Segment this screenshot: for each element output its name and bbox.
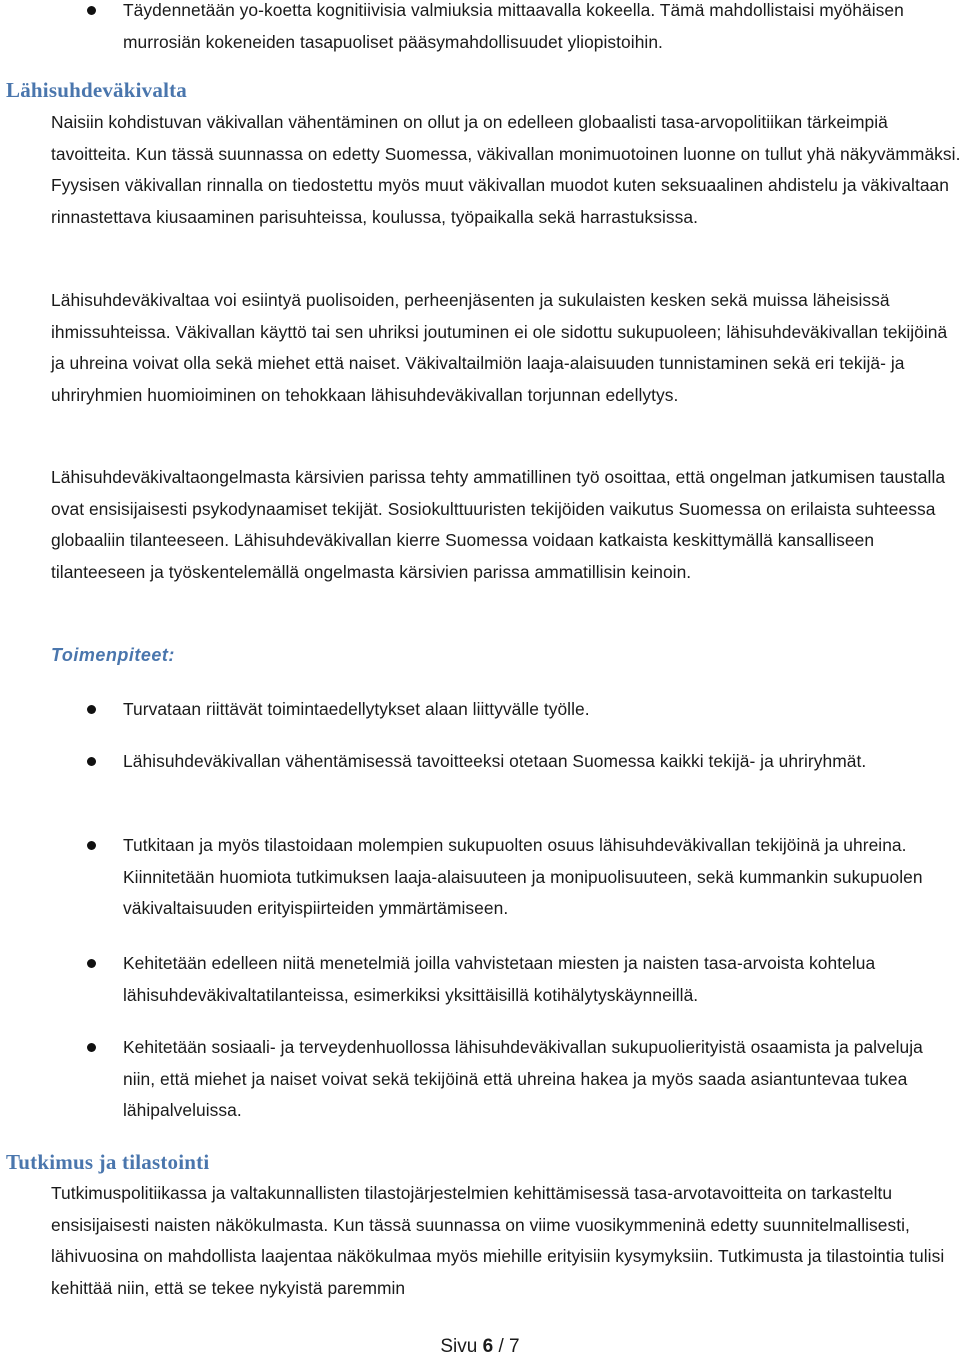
bullet-icon	[87, 6, 96, 15]
page-footer	[0, 1336, 960, 1358]
page-separator: /	[498, 1336, 504, 1357]
section-heading: Tutkimus ja tilastointi	[6, 1150, 210, 1174]
bullet-icon	[87, 841, 96, 850]
measures-title: Toimenpiteet:	[51, 645, 175, 665]
paragraph: Tutkimuspolitiikassa ja valtakunnallisten tilastojärjestelmien kehittämisessä tasa-arvotavoitteita on tarkasteltu ensisijaisesti naisten näkökulmasta. Kun tässä suunnassa on viime vuosikymmeninä edetty suunnitelmallisesti, lähivuosina on mahdollista laajentaa näkökulmaa myös miehille erityisiin kysymyksiin. Tutkimusta ja tilastointia tulisi kehittää niin, että se tekee nykyistä paremmin	[51, 1183, 945, 1298]
bullet-icon	[87, 1043, 96, 1052]
bullet-icon	[87, 705, 96, 714]
list-item-text: Turvataan riittävät toimintaedellytykset alaan liittyvälle työlle.	[123, 699, 590, 719]
list-item-text: Kehitetään sosiaali- ja terveydenhuollossa lähisuhdeväkivallan sukupuolierityistä osaamista ja palveluja niin, että miehet ja naiset voivat sekä tekijöinä että uhreina hakea ja myös saada asiantuntevaa tukea lähipalveluissa.	[123, 1037, 923, 1120]
page-label: Sivu	[440, 1336, 478, 1357]
current-page-number: 6	[482, 1336, 494, 1357]
bullet-icon	[87, 757, 96, 766]
paragraph: Lähisuhdeväkivaltaa voi esiintyä puolisoiden, perheenjäsenten ja sukulaisten kesken sekä muissa läheisissä ihmissuhteissa. Väkivallan käyttö tai sen uhriksi joutuminen ei ole sidottu sukupuoleen; lähisuhdeväkivallan tekijöinä ja uhreina voivat olla sekä miehet että naiset. Väkivaltailmiön laaja-alaisuuden tunnistaminen sekä eri tekijä- ja uhriryhmien huomioiminen on tehokkaan lähisuhdeväkivallan torjunnan edellytys.	[51, 290, 948, 405]
list-item-text: Kehitetään edelleen niitä menetelmiä joilla vahvistetaan miesten ja naisten tasa-arvoista kohtelua lähisuhdeväkivaltatilanteissa, esimerkiksi yksittäisillä kotihälytyskäynneillä.	[123, 953, 876, 1005]
bullet-icon	[87, 959, 96, 968]
list-item-text: Lähisuhdeväkivallan vähentämisessä tavoitteeksi otetaan Suomessa kaikki tekijä- ja uhriryhmät.	[123, 751, 867, 771]
list-item-text: Täydennetään yo-koetta kognitiivisia valmiuksia mittaavalla kokeella. Tämä mahdollistaisi myöhäisen murrosiän kokeneiden tasapuoliset pääsymahdollisuudet yliopistoihin.	[123, 0, 904, 52]
paragraph: Naisiin kohdistuvan väkivallan vähentäminen on ollut ja on edelleen globaalisti tasa-arvopolitiikan tärkeimpiä tavoitteita. Kun tässä suunnassa on edetty Suomessa, väkivallan monimuotoinen luonne on tullut yhä näkyvämmäksi. Fyysisen väkivallan rinnalla on tiedostettu myös muut väkivallan muodot kuten seksuaalinen ahdistelu ja väkivaltaan rinnastettava kiusaaminen parisuhteissa, koulussa, työpaikalla sekä harrastuksissa.	[51, 112, 960, 227]
list-item-text: Tutkitaan ja myös tilastoidaan molempien sukupuolten osuus lähisuhdeväkivallan tekijöinä ja uhreina. Kiinnitetään huomiota tutkimuksen laaja-alaisuuteen ja monipuolisuuteen, sekä kummankin sukupuolen väkivaltaisuuden erityispiirteiden ymmärtämiseen.	[123, 835, 923, 918]
total-pages: 7	[509, 1336, 520, 1357]
section-heading: Lähisuhdeväkivalta	[6, 78, 187, 102]
paragraph: Lähisuhdeväkivaltaongelmasta kärsivien parissa tehty ammatillinen työ osoittaa, että ongelman jatkumisen taustalla ovat ensisijaisesti psykodynaamiset tekijät. Sosiokulttuuristen tekijöiden vaikutus Suomessa on erilaista suhteessa globaaliin tilanteeseen. Lähisuhdeväkivallan kierre Suomessa voidaan katkaista keskittymällä kansalliseen tilanteeseen ja työskentelemällä ongelmasta kärsivien parissa ammatillisin keinoin.	[51, 467, 946, 582]
